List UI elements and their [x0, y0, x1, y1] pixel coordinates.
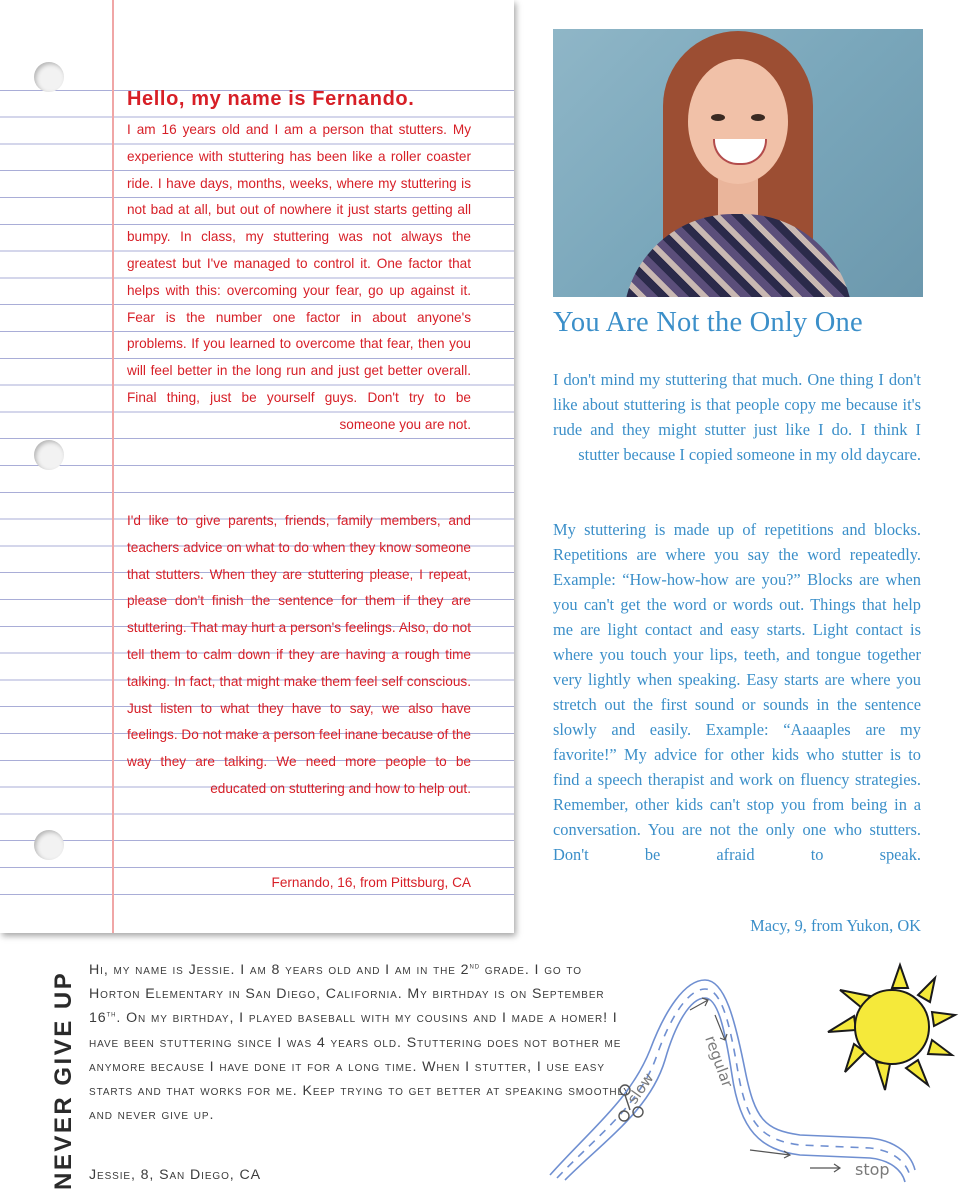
photo-eye-left [711, 114, 725, 121]
direction-arrows [690, 998, 840, 1172]
macy-signature: Macy, 9, from Yukon, OK [750, 916, 921, 935]
drawing-label-regular: regular [701, 1033, 737, 1090]
jessie-text-2: grade. I go to Horton Elementary in San Diego, California. My birthday is on September 16 [89, 962, 605, 1027]
fernando-signature: Fernando, 16, from Pittsburg, CA [271, 875, 471, 890]
fernando-paragraph-2: I'd like to give parents, friends, family members, and teachers advice on what to do when they know someone that stutters. When they are stuttering please, I repeat, please don't finish the sentence for them if they are stuttering. That may hurt a person's feelings. Also, do not tell them to calm down if they are having a rough time talking. In fact, that might make them feel self conscious. Just listen to what they have to say, we also have feelings. Do not make a person feel inane because of the way they are talking. We need more people to be educated on stuttering and how to help out. [127, 513, 471, 796]
notebook-paper [0, 0, 514, 933]
fernando-paragraph-1: I am 16 years old and I am a person that stutters. My experience with stuttering has been like a roller coaster ride. I have days, months, weeks, where my stuttering is not bad at all, but out of nowhere it just starts getting all bumpy. In class, my stuttering was not always the greatest but I've managed to control it. One factor that helps with this: overcoming your fear, go up against it. Fear is the number one factor in about anyone's problems. If you learned to overcome that fear, then you will feel better in the long run and just get better overall. Final thing, just be yourself guys. Don't try to be someone you are not. [127, 122, 471, 432]
jessie-signature: Jessie, 8, San Diego, CA [89, 1167, 261, 1183]
fernando-title: Hello, my name is Fernando. [127, 88, 415, 110]
photo-eye-right [751, 114, 765, 121]
jessie-sup-1: nd [469, 960, 480, 971]
jessie-text-1: Hi, my name is Jessie. I am 8 years old and I am in the 2 [89, 962, 470, 978]
drawing-label-slow: slow [623, 1069, 658, 1108]
photo-face [688, 59, 788, 184]
photo-shirt [623, 214, 853, 297]
paper-hole-top [34, 62, 64, 92]
never-give-up-title: NEVER GIVE UP [50, 970, 77, 1190]
macy-paragraph-1: I don't mind my stuttering that much. One thing I don't like about stuttering is that people copy me because it's rude and they might stutter just like I do. I think I stutter because I copied someone in my old daycare. [553, 370, 921, 464]
drawing-label-stop: stop [855, 1160, 890, 1179]
paper-hole-middle [34, 440, 64, 470]
macy-title: You Are Not the Only One [553, 307, 863, 338]
paper-margin-line [112, 0, 114, 933]
jessie-drawing [540, 960, 960, 1195]
jessie-text-3: . On my birthday, I played baseball with my cousins and I made a homer! I have been stuttering since I was 4 years old. Stuttering does not bother me anymore because I have done it for a long time. When I stutter, I use easy starts and that works for me. Keep trying to get better at speaking smoothly and never give up. [89, 1010, 631, 1124]
macy-paragraph-2: My stuttering is made up of repetitions and blocks. Repetitions are where you say the word repeatedly. Example: “How-how-how are you?” Blocks are when you can't get the word or words out. Things that help me are light contact and easy starts. Light contact is where you touch your lips, teeth, and tongue together very lightly when speaking. Easy starts are where you stretch out the first sound or sounds in the sentence slowly and easily. Example: “Aaaaples are my favorite!” My advice for other kids who stutter is to find a speech therapist and work on fluency strategies. Remember, other kids can't stop you from being in a conversation. You are not the only one who stutters. Don't be afraid to speak. [553, 520, 921, 864]
sun-icon [828, 965, 955, 1090]
macy-photo [553, 29, 923, 297]
jessie-sup-2: th [106, 1008, 117, 1019]
paper-hole-bottom [34, 830, 64, 860]
